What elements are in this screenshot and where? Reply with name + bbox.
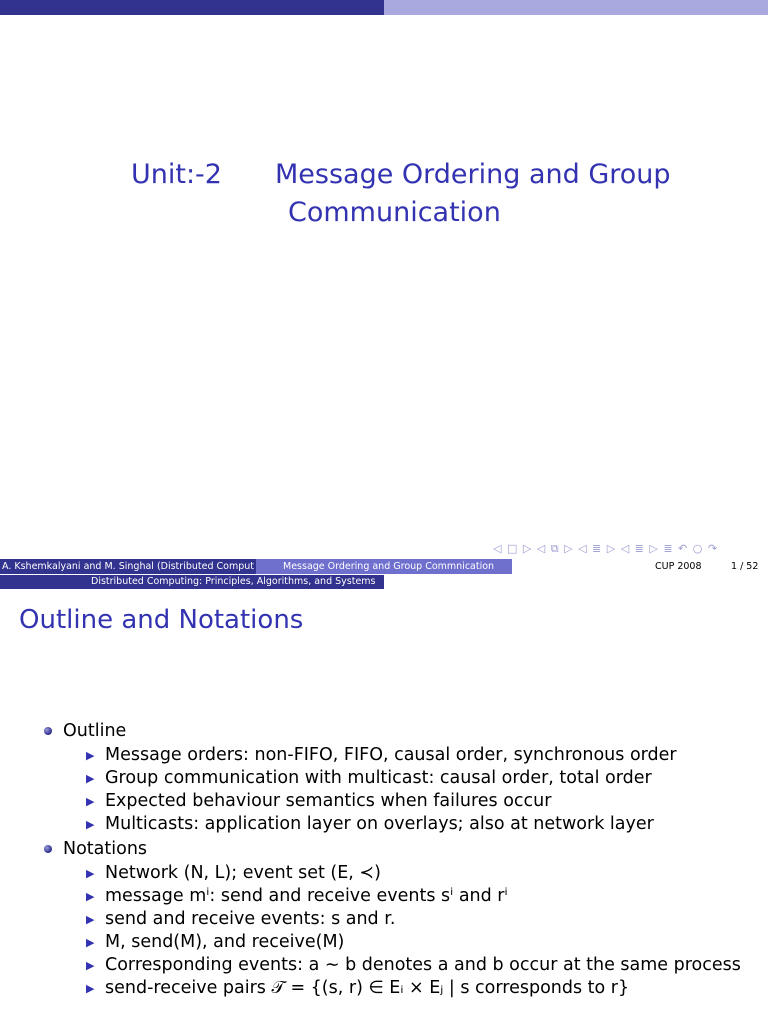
section-outline	[0, 718, 768, 744]
slide1-footer	[0, 559, 768, 574]
slide1-title	[275, 156, 675, 232]
footer-authors: A. Kshemkalyani and M. Singhal (Distributed Comput	[0, 559, 256, 574]
triangle-bullet-icon: ▶	[86, 795, 95, 808]
list-item-text: Corresponding events: a ∼ b denotes a and b occur at the same process	[105, 955, 741, 975]
triangle-bullet-icon: ▶	[86, 867, 95, 880]
list-item-text: Group communication with multicast: causal order, total order	[105, 768, 652, 788]
section-label: Notations	[63, 839, 148, 859]
section-label: Outline	[63, 721, 127, 741]
slide1-title-line1: Message Ordering and Group	[275, 159, 671, 190]
footer-short-title: Message Ordering and Group Commnication	[256, 559, 512, 574]
triangle-bullet-icon: ▶	[86, 772, 95, 785]
list-item	[0, 977, 768, 1000]
triangle-bullet-icon: ▶	[86, 936, 95, 949]
unit-label: Unit:-2	[131, 159, 222, 190]
triangle-bullet-icon: ▶	[86, 818, 95, 831]
list-item-text: send-receive pairs 𝒯 = {(s, r) ∈ Eᵢ × Eⱼ | s corresponds to r}	[105, 978, 630, 998]
list-item	[0, 885, 768, 908]
top-bar-left	[0, 0, 384, 15]
slide1-title-line2: Communication	[288, 197, 501, 228]
list-item-text: send and receive events: s and r.	[105, 909, 396, 929]
list-item	[0, 931, 768, 954]
top-progress-bar	[0, 0, 768, 15]
bullet-icon	[44, 727, 52, 735]
list-item	[0, 767, 768, 790]
triangle-bullet-icon: ▶	[86, 959, 95, 972]
footer-page-number: 1 / 52	[731, 561, 759, 572]
list-item	[0, 908, 768, 931]
footer-publisher: CUP 2008	[655, 561, 702, 572]
section-notations	[0, 836, 768, 862]
list-item-text: M, send(M), and receive(M)	[105, 932, 345, 952]
list-item-text: Expected behaviour semantics when failures occur	[105, 791, 552, 811]
top-bar-right	[384, 0, 768, 15]
triangle-bullet-icon: ▶	[86, 890, 95, 903]
list-item-text: Multicasts: application layer on overlays; also at network layer	[105, 814, 654, 834]
beamer-navigation-icons[interactable]: ◁ □ ▷ ◁ ⧉ ▷ ◁ ≣ ▷ ◁ ≣ ▷ ≣ ↶ ○ ↷	[493, 542, 719, 555]
triangle-bullet-icon: ▶	[86, 749, 95, 762]
list-item-text: message mⁱ: send and receive events sⁱ and rⁱ	[105, 886, 508, 906]
slide2-header-bar: Distributed Computing: Principles, Algorithms, and Systems	[0, 575, 384, 589]
list-item	[0, 954, 768, 977]
slide2-title: Outline and Notations	[19, 605, 304, 635]
list-item-text: Network (N, L); event set (E, ≺)	[105, 863, 381, 883]
bullet-icon	[44, 845, 52, 853]
list-item	[0, 790, 768, 813]
list-item	[0, 813, 768, 836]
triangle-bullet-icon: ▶	[86, 982, 95, 995]
list-item	[0, 744, 768, 767]
slide2-content	[0, 718, 768, 1000]
list-item-text: Message orders: non-FIFO, FIFO, causal order, synchronous order	[105, 745, 677, 765]
triangle-bullet-icon: ▶	[86, 913, 95, 926]
list-item	[0, 862, 768, 885]
